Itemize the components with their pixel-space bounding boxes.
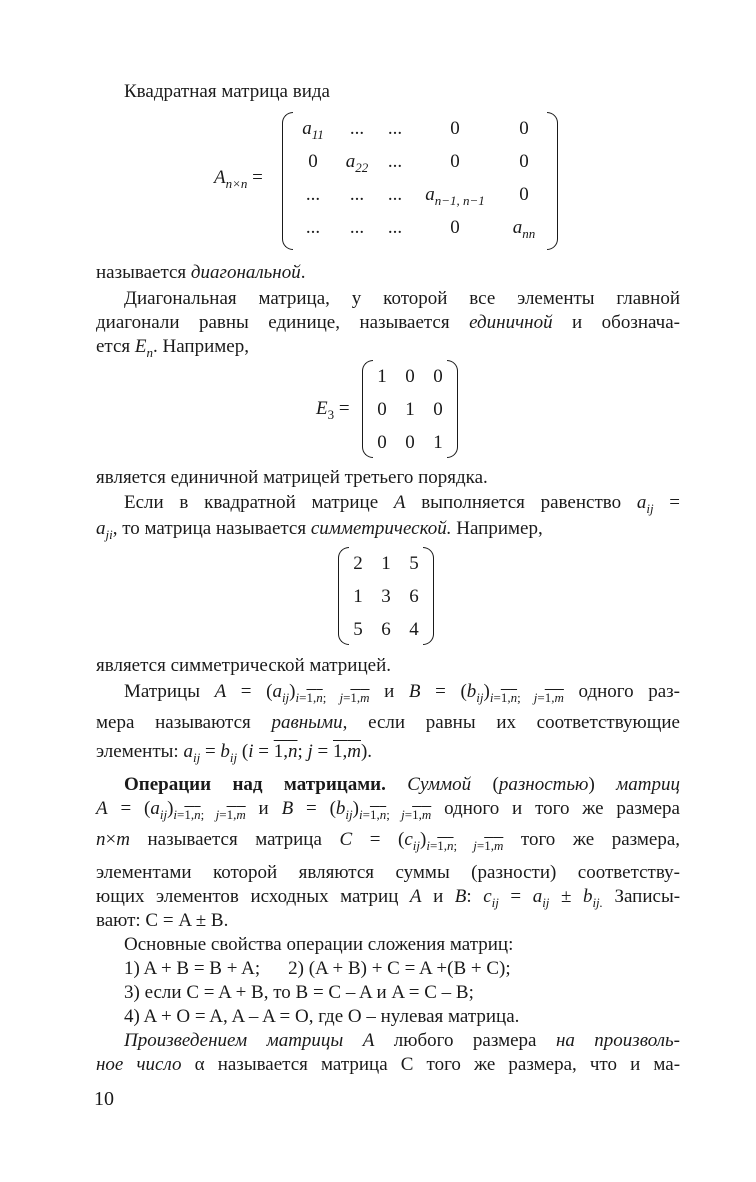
ops-line6: вают: С = A ± B.	[96, 910, 229, 931]
sym-after: является симметрической матрицей.	[96, 655, 391, 676]
props-title: Основные свойства операции сложения матриц:	[124, 934, 514, 955]
ops-line1: Операции над матрицами. Суммой (разностью) матриц	[124, 774, 681, 795]
sym-para-line2: $a_{ji}$, то матрица называется симметрической. Например,	[96, 518, 543, 542]
diag-matrix-label: $A_{n\times n}$ =	[214, 167, 263, 191]
equal-line3: элементы: $a_{ij} = b_{ij}$ (i = 1,n; j = 1,m).	[96, 741, 373, 765]
product-line1: Произведением матрицы A любого размера на произволь-	[124, 1030, 681, 1051]
unit-para-line2: диагонали равны единице, называется единичной и обознача-	[96, 312, 681, 333]
matrix-row: ... ... ... 0 $a_{nn}$	[305, 216, 536, 241]
intro-line: Квадратная матрица вида	[124, 81, 330, 102]
unit-matrix-label: $E_3$ =	[316, 398, 350, 422]
equal-line1: Матрицы $A = (a_{ij})_{i=1,n; j=1,m}$ и $B = (b_{ij})_{i=1,n; j=1,m}$ одного раз-	[124, 681, 680, 705]
equal-line2: мера называются равными, если равны их соответствующие	[96, 712, 680, 733]
props-line1: 1) A + B = B + A; 2) (A + B) + C = A +(B + C);	[124, 958, 511, 979]
matrix-row: 2 1 5	[353, 552, 419, 574]
matrix-row: 1 0 0	[377, 365, 443, 387]
matrix-row: 0 0 1	[377, 431, 443, 453]
ops-line4: элементами которой являются суммы (разности) соответству-	[96, 862, 680, 883]
sym-para-line1: Если в квадратной матрице A выполняется равенство $a_{ij}$ =	[124, 492, 681, 516]
props-line3: 4) A + O = A, A – A = O, где O – нулевая матрица.	[124, 1006, 520, 1027]
sym-matrix	[338, 547, 434, 643]
diag-matrix	[282, 112, 558, 248]
ops-line3: n×m называется матрица $C = (c_{ij})_{i=1,n; j=1,m}$ того же размера,	[96, 829, 681, 853]
unit-after: является единичной матрицей третьего порядка.	[96, 467, 488, 488]
matrix-row: ... ... ... $a_{n-1, n-1}$ 0	[305, 183, 529, 208]
diag-definition: называется диагональной.	[96, 262, 306, 283]
ops-line5: ющих элементов исходных матриц A и B: $c_{ij} = a_{ij} \pm b_{ij.}$ Записы-	[96, 886, 681, 910]
unit-para-line1: Диагональная матрица, у которой все элементы главной	[124, 288, 680, 309]
matrix-row: 0 $a_{22}$ ... 0 0	[308, 150, 529, 175]
unit-para-line3: ется $E_n$. Например,	[96, 336, 249, 360]
page-number: 10	[94, 1088, 114, 1110]
matrix-row: 0 1 0	[377, 398, 443, 420]
ops-line2: $A = (a_{ij})_{i=1,n; j=1,m}$ и $B = (b_{ij})_{i=1,n; j=1,m}$ одного и того же размера	[96, 798, 680, 822]
matrix-row: 5 6 4	[353, 618, 419, 640]
props-line2: 3) если C = A + B, то B = C – A и A = C – B;	[124, 982, 474, 1003]
matrix-row: $a_{11}$ ... ... 0 0	[302, 117, 529, 142]
product-line2: ное число α называется матрица C того же размера, что и ма-	[96, 1054, 681, 1075]
unit-matrix	[362, 360, 458, 456]
matrix-row: 1 3 6	[353, 585, 419, 607]
